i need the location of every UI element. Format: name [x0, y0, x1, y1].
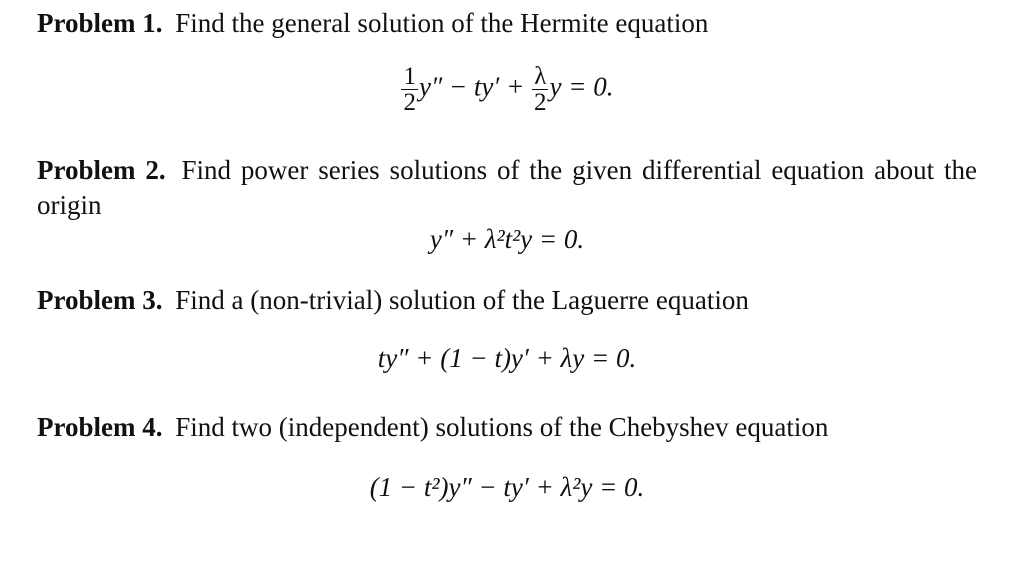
- laguerre-equation: ty″ + (1 − t)y′ + λy = 0.: [377, 343, 637, 373]
- equation-part-b: y = 0.: [549, 71, 614, 102]
- problem-4-label: Problem 4.: [37, 412, 163, 442]
- hermite-equation: [37, 64, 977, 115]
- fraction-denominator: 2: [534, 89, 547, 116]
- problem-1-label: Problem 1.: [37, 8, 163, 38]
- fraction-denominator: 2: [403, 89, 416, 116]
- problem-2: [37, 153, 977, 223]
- problem-2-label: Problem 2.: [37, 155, 166, 185]
- problem-1: [37, 6, 708, 41]
- problem-3-label: Problem 3.: [37, 285, 163, 315]
- power-series-equation: y″ + λ²t²y = 0.: [429, 224, 585, 254]
- fraction-one-half: [401, 64, 418, 115]
- problem-2-text: Find power series solutions of the given differential equation about the origin: [37, 155, 978, 220]
- problem-3-text: Find a (non-trivial) solution of the Laguerre equation: [175, 285, 749, 315]
- problem-3: [37, 283, 749, 318]
- fraction-numerator: λ: [534, 63, 547, 90]
- fraction-lambda-half: [532, 64, 549, 115]
- problem-4-text: Find two (independent) solutions of the Chebyshev equation: [175, 412, 829, 442]
- fraction-numerator: 1: [403, 63, 416, 90]
- problem-1-text: Find the general solution of the Hermite equation: [175, 8, 709, 38]
- chebyshev-equation: (1 − t²)y″ − ty′ + λ²y = 0.: [369, 472, 645, 502]
- problem-4: [37, 410, 828, 445]
- equation-part-a: y″ − ty′ +: [418, 71, 525, 102]
